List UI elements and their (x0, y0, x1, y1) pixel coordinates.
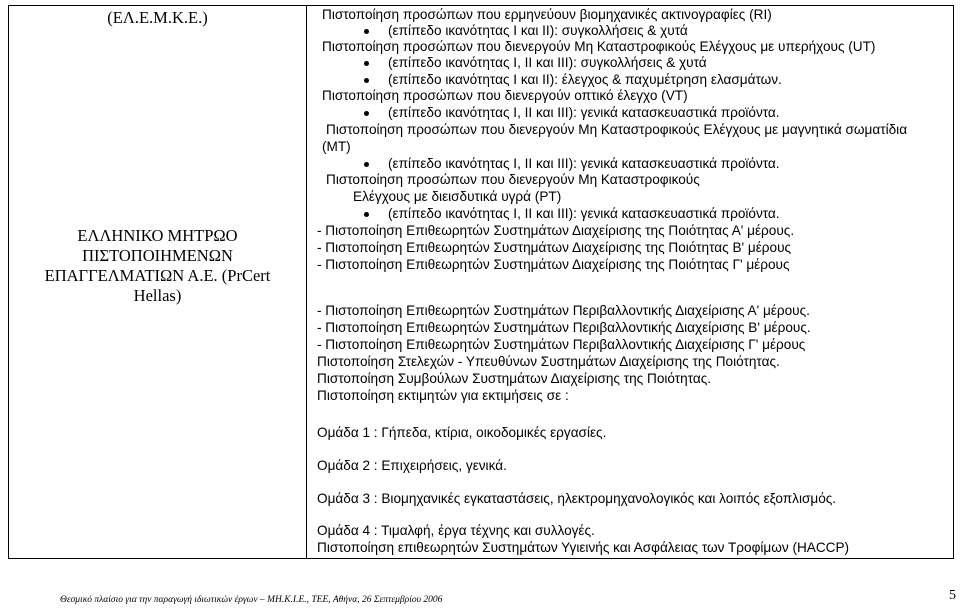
organization-name (9, 226, 306, 306)
text-line: Πιστοποίηση επιθεωρητών Συστημάτων Υγιεινής και Ασφάλειας των Τροφίμων (HACCP) (317, 540, 850, 555)
bulleted-list-item: (επίπεδο ικανότητας I και II): συγκολλήσεις & χυτά (388, 23, 688, 38)
text-line: Πιστοποίηση Συμβούλων Συστημάτων Διαχείρισης της Ποιότητας. (317, 371, 712, 386)
bullet-icon (364, 78, 369, 83)
bullet-icon (364, 111, 369, 116)
bullet-icon (364, 61, 369, 66)
text-line: Πιστοποίηση προσώπων που διενεργούν Μη Καταστροφικούς Ελέγχους με υπερήχους (UT) (322, 39, 876, 54)
organization-name-line: ΠΙΣΤΟΠΟΙΗΜΕΝΩΝ (82, 246, 233, 265)
bullet-icon (364, 162, 369, 167)
column-divider (306, 6, 307, 558)
text-line: - Πιστοποίηση Επιθεωρητών Συστημάτων Διαχείρισης της Ποιότητας Γ' μέρους (317, 257, 790, 272)
certifications-cell (314, 6, 953, 558)
text-line: - Πιστοποίηση Επιθεωρητών Συστημάτων Διαχείρισης της Ποιότητας Α' μέρους. (317, 223, 795, 238)
text-line: Πιστοποίηση προσώπων που διενεργούν Μη Καταστροφικούς Ελέγχους με μαγνητικά σωματίδια (326, 122, 908, 137)
organization-code: (ΕΛ.Ε.Μ.Κ.Ε.) (107, 8, 208, 27)
bulleted-list-item: (επίπεδο ικανότητας I, II και III): γενικά κατασκευαστικά προϊόντα. (388, 156, 780, 171)
text-line: Ομάδα 2 : Επιχειρήσεις, γενικά. (317, 458, 507, 473)
text-line: Ομάδα 4 : Τιμαλφή, έργα τέχνης και συλλογές. (317, 523, 595, 538)
organization-name-line: ΕΛΛΗΝΙΚΟ ΜΗΤΡΩΟ (77, 226, 238, 245)
text-line: Πιστοποίηση προσώπων που διενεργούν Μη Καταστροφικούς (326, 172, 700, 187)
text-line: Ομάδα 1 : Γήπεδα, κτίρια, οικοδομικές εργασίες. (317, 425, 607, 440)
text-line: Ομάδα 3 : Βιομηχανικές εγκαταστάσεις, ηλεκτρομηχανολογικός και λοιπός εξοπλισμός. (317, 491, 837, 506)
text-line: Πιστοποίηση προσώπων που διενεργούν οπτικό έλεγχο (VT) (322, 88, 688, 103)
text-line: - Πιστοποίηση Επιθεωρητών Συστημάτων Περιβαλλοντικής Διαχείρισης Β' μέρους. (317, 320, 811, 335)
organization-name-line: Hellas) (133, 286, 182, 305)
organization-name-line: ΕΠΑΓΓΕΛΜΑΤΙΩΝ Α.Ε. (PrCert (44, 266, 271, 285)
bullet-icon (364, 212, 369, 217)
bulleted-list-item: (επίπεδο ικανότητας I, II και III): γενικά κατασκευαστικά προϊόντα. (388, 105, 780, 120)
footer-text: Θεσμικό πλαίσιο για την παραγωγή ιδιωτικών έργων – ΜΗ.Κ.Ι.Ε., ΤΕΕ, Αθήνα, 26 Σεπτεμβρίου 2006 (60, 595, 443, 605)
bulleted-list-item: (επίπεδο ικανότητας I, II και III): συγκολλήσεις & χυτά (388, 55, 707, 70)
text-line: Πιστοποίηση προσώπων που ερμηνεύουν βιομηχανικές ακτινογραφίες (RI) (322, 7, 772, 22)
page-number: 5 (949, 588, 956, 603)
text-line: Πιστοποίηση Στελεχών - Υπευθύνων Συστημάτων Διαχείρισης της Ποιότητας. (317, 354, 780, 369)
bulleted-list-item: (επίπεδο ικανότητας I, II και III): γενικά κατασκευαστικά προϊόντα. (388, 206, 780, 221)
organization-cell (9, 6, 306, 558)
text-line: (MT) (322, 139, 351, 154)
text-line: - Πιστοποίηση Επιθεωρητών Συστημάτων Περιβαλλοντικής Διαχείρισης Γ' μέρους (317, 337, 806, 352)
bulleted-list-item: (επίπεδο ικανότητας I και II): έλεγχος & παχυμέτρηση ελασμάτων. (388, 72, 782, 87)
document-table (8, 5, 954, 559)
text-line: - Πιστοποίηση Επιθεωρητών Συστημάτων Διαχείρισης της Ποιότητας Β' μέρους (317, 240, 792, 255)
text-line: Πιστοποίηση εκτιμητών για εκτιμήσεις σε : (317, 388, 569, 403)
bullet-icon (364, 29, 369, 34)
text-line: - Πιστοποίηση Επιθεωρητών Συστημάτων Περιβαλλοντικής Διαχείρισης Α' μέρους. (317, 303, 810, 318)
text-line: Ελέγχους με διεισδυτικά υγρά (PT) (353, 189, 562, 204)
